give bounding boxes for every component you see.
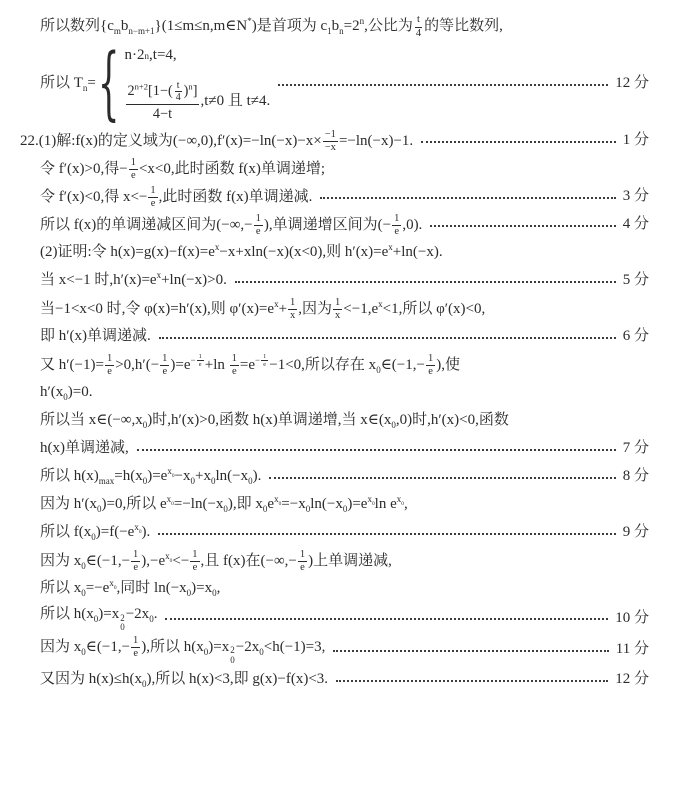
solution-line [0,324,649,350]
subscript: 1 [327,26,332,37]
subscript: n−m+1 [128,26,155,37]
dotted-leader [336,680,608,682]
solution-line [0,520,649,546]
fraction: $\frac{1}{e}$ [192,548,198,573]
subscript: 0 [81,646,86,657]
math-content: 所以当 $x\in(-\infty,x_0)$时,h′(x)>0,函数 h(x)单调递增,当 $x\in(x_0,0)$时,h′(x)<0,函数 [40,412,509,431]
solution-line [0,268,649,294]
score-label: 8 分 [622,468,649,485]
solution-line [0,667,649,693]
subscript: 0 [63,392,68,403]
superscript: n [359,16,365,27]
math-content: h(x)单调递减, [40,440,129,457]
fraction: $2^{n+2}[1-$( $\frac{t}{4}$ )$^n$] 4−t [127,79,198,122]
fraction: $\frac{1}{x}$ [335,296,341,321]
stacked-supsub: 2 0 [120,612,125,633]
subscript: 0 [93,614,99,625]
piecewise-formula-line [0,37,649,132]
dotted-leader [165,618,608,620]
subscript: 0 [305,504,311,515]
math-content: 所以 $x_0=-e^{x_0}$,同时 $\ln(-x_0)=x_0$, [40,578,221,599]
superscript: x0 [166,494,174,508]
subscript: 0 [190,476,196,487]
score-label: 9 分 [622,524,649,541]
math-content: 因为 $x_0\in(-1,-$ $\frac{1}{e}$ ),所以 $h(x_0)=x$ 2 0 $-2x_0<h(-1)=3$, [40,634,326,665]
subscript: 0 [149,614,154,625]
subscript: 0 [171,473,175,480]
score-label: 5 分 [622,272,649,289]
math-content: 令 f′(x)>0,得− $\frac{1}{e}$ <x<0,此时函数 f(x)单调递增; [40,156,326,181]
subscript: 0 [203,646,209,657]
subscript: 0 [376,364,381,375]
subscript: 0 [371,501,375,508]
subscript: 0 [262,504,268,515]
dotted-leader [158,533,615,535]
superscript: * [247,16,252,27]
piecewise-cases [125,45,271,123]
math-content: $h'(x_0)=0$. [40,384,93,403]
superscript: x0 [134,522,142,536]
subscript: 0 [169,557,173,564]
score-label: 4 分 [622,216,649,233]
superscript: − 1 e [190,352,202,369]
subscript: 0 [391,420,396,431]
piecewise-prefix: 所以 $T_n=$ [40,75,96,94]
subscript: 0 [142,476,148,487]
solution-line [0,380,649,406]
fraction: $\frac{1}{e}$ [150,184,156,209]
score-label: 12 分 [615,671,649,688]
math-content: 所以 $h(x_0)=x$ 2 0 $-2x_0$. [40,606,158,633]
subscript: 0 [212,588,217,599]
solution-lines [0,14,649,693]
dotted-leader [159,337,616,339]
subscript: 0 [223,504,228,515]
superscript: x0 [396,494,404,508]
solution-line [0,156,649,182]
superscript: x [378,298,383,309]
subscript: max [98,476,115,487]
subscript: 0 [248,476,253,487]
math-content: 当−1<x<0 时,令 φ(x)=h′(x),则 $\varphi'(x)=e^x+$ $\frac{1}{x}$ ,因为 $\frac{1}{x}$ $<-1,e^x<1$,所以 φ′(x)<0, [40,296,486,321]
math-content: 所以 $f(x_0)=f(-e^{x_0})$. [40,522,151,543]
fraction: $\frac{t}{4}$ [415,14,422,39]
dotted-leader [278,84,608,86]
superscript: n [188,81,193,92]
solution-line [0,436,649,462]
piecewise-brace: { [97,37,120,132]
superscript: x [388,242,393,253]
dotted-leader [269,477,615,479]
dotted-leader [421,141,616,143]
solution-line [0,604,649,633]
superscript: n+2 [134,81,149,92]
math-content: 因为 $h'(x_0)=0$,所以 $e^{x_0}=-\ln(-x_0)$,即 $x_0e^{x_0}=-x_0\ln(-x_0)=e^{x_0}\ln$ $e^{x_0}$, [40,494,408,515]
subscript: 0 [142,420,148,431]
subscript: 0 [81,560,86,571]
fraction: $\frac{1}{e}$ [255,212,261,237]
fraction: $\frac{t}{4}$ [175,79,181,104]
solution-line [0,128,649,154]
math-content: 所以数列$\{c_mb_{n-m+1}\}(1\le m\le n,m\in N^*)$是首项为 $c_1b_n=2^n$,公比为 $\frac{t}{4}$ 的等比数列, [40,14,503,39]
solution-line [0,296,649,322]
subscript: m [113,26,121,37]
score-label: 10 分 [615,609,649,626]
subscript: 0 [138,529,142,536]
dotted-leader [235,281,616,283]
dotted-leader [430,225,615,227]
subscript: 0 [259,646,264,657]
superscript: x0 [274,494,282,508]
score-label: 7 分 [622,440,649,457]
math-content: 22.(1)解:f(x)的定义域为(−∞,0),f′(x)=−ln(−x)−x× $\frac{-1}{-x}$ =−ln(−x)−1. [20,128,414,153]
math-content: 又因为 $h(x)\le h(x_0)$,所以 h(x)<3,即 g(x)−f(x)<3. [40,671,329,690]
subscript: 0 [401,501,404,508]
superscript: x [274,298,279,309]
score-label: 11 分 [615,641,649,658]
subscript: 0 [81,588,86,599]
subscript: 0 [91,532,96,543]
subscript: 0 [113,585,117,592]
subscript: 0 [210,476,216,487]
fraction: $\frac{1}{e}$ [263,352,267,369]
stacked-supsub: 2 0 [230,645,235,665]
solution-line [0,212,649,238]
solution-line [0,548,649,574]
score-label: 12 分 [615,75,649,92]
score-label: 3 分 [622,188,649,205]
score-label: 6 分 [622,328,649,345]
math-content: 令 f′(x)<0,得 x<− $\frac{1}{e}$ ,此时函数 f(x)单调递减. [40,184,313,209]
subscript: 0 [278,501,282,508]
solution-line [0,352,649,378]
fraction: $\frac{1}{e}$ [130,156,136,181]
dotted-leader [333,650,608,652]
math-content: (2)证明:令 $h(x)=g(x)-f(x)=e^x-x+xln(-x)(x<0)$,则 $h'(x)=e^x+\ln(-x)$. [40,242,443,261]
math-content: 所以 $h(x)_{max}=h(x_0)=e^{x_0}-x_0+x_0\ln(-x_0)$. [40,466,262,487]
dotted-leader [137,449,616,451]
subscript: 0 [171,501,174,508]
subscript: 0 [141,679,147,690]
solution-line [0,635,649,666]
fraction: $\frac{1}{e}$ [427,352,434,377]
solution-line [0,184,649,210]
fraction: $\frac{1}{e}$ [106,352,113,377]
solution-line [0,408,649,434]
superscript: x0 [167,466,175,480]
math-content: 所以 f(x)的单调递减区间为(−∞,− $\frac{1}{e}$ ),单调递增区间为(− $\frac{1}{e}$ ,0). [40,212,423,237]
superscript: x [156,270,162,281]
dotted-leader [320,197,615,199]
math-content: 即 h′(x)单调递减. [40,328,151,345]
fraction: $\frac{1}{e}$ [133,548,139,573]
superscript: x0 [165,550,173,564]
fraction: $\frac{1}{e}$ [394,212,400,237]
fraction: $\frac{1}{e}$ [231,352,237,377]
fraction: $\frac{1}{e}$ [162,352,168,377]
superscript: − 1 e [255,352,267,369]
piecewise-case: $2^{n+2}[1-$( $\frac{t}{4}$ )$^n$] 4−t ,t≠0 且 t≠4. [127,79,271,122]
fraction: $\frac{1}{e}$ [198,352,202,369]
fraction: $\frac{1}{e}$ [133,634,139,659]
score-label: 1 分 [622,132,649,149]
subscript: 0 [186,588,192,599]
solution-line [0,464,649,490]
solution-line [0,240,649,266]
solution-line [0,492,649,518]
subscript: n [339,26,344,37]
subscript: n [82,83,88,94]
superscript: x0 [109,578,117,592]
fraction: $\frac{1}{e}$ [299,548,306,573]
math-content: 因为 $x_0\in(-1,-$ $\frac{1}{e}$ )$,-e^{x_0}<-$ $\frac{1}{e}$ ,且 f(x)在(−∞,− $\frac{1}{e}$ )上单调递减, [40,548,392,573]
subscript: 0 [97,504,102,515]
math-content: 当 x<−1 时$,h'(x)=e^x+\ln(-x)>0$. [40,270,227,289]
math-content: 又 h′(−1)= $\frac{1}{e}$ >0,h′(− $\frac{1}{e}$ )$=e^{- \frac{1}{e}}$ +ln $\frac{1}{e}$ $=e^{- \frac{1}{e}}$ −1<0,所以存在 $x_0\in(-1,-$ $\frac{1}{e}$ ),使 [40,352,460,377]
fraction: $\frac{1}{x}$ [290,296,296,321]
piecewise-case: n·2 n ,t=4, [124,47,177,63]
superscript: x0 [367,494,375,508]
subscript: 0 [342,504,348,515]
fraction: $\frac{-1}{-x}$ [324,128,336,153]
solution-line [0,576,649,602]
superscript: x [214,242,220,253]
